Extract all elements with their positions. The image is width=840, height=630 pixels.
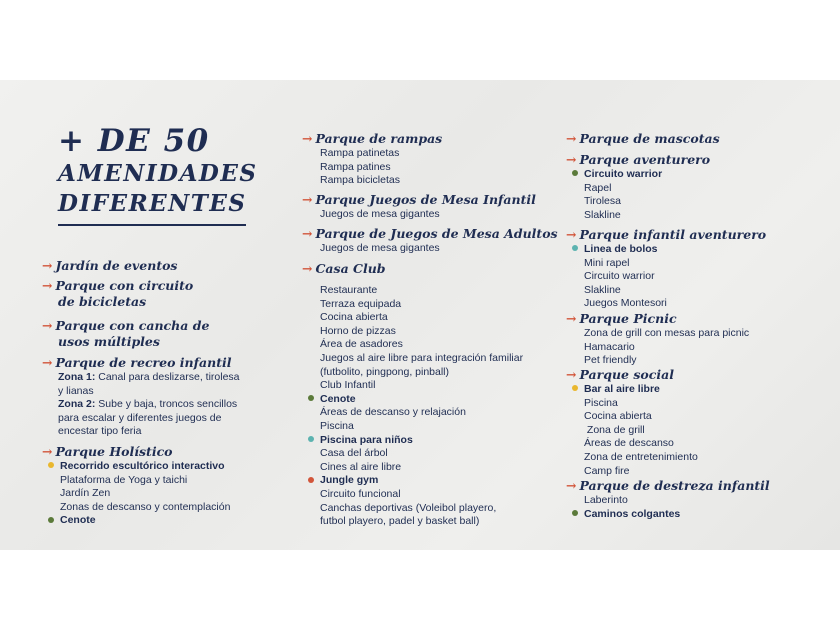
list-item: Jardín Zen (60, 487, 111, 500)
section-recreo (42, 355, 240, 439)
section-mascotas (566, 131, 720, 147)
arrow-icon: → (42, 444, 53, 459)
list-item: Restaurante (320, 284, 378, 296)
list-item: Circuito funcional (320, 487, 401, 500)
list-item: Juegos de mesa gigantes (320, 242, 440, 254)
arrow-icon: → (302, 131, 313, 146)
arrow-icon: → (302, 261, 313, 276)
zona2-text-3: encestar tipo feria (58, 425, 142, 438)
list-item: Recorrido escultórico interactivo (60, 460, 225, 472)
list-item: Juegos de mesa gigantes (320, 208, 440, 220)
list-item: Club Infantil (320, 379, 376, 392)
list-item: Bar al aire libre (584, 383, 660, 395)
heading-cancha: Parque con cancha de (55, 318, 210, 333)
list-item: Pet friendly (584, 354, 637, 367)
arrow-icon: → (566, 367, 577, 382)
section-mesa-adultos (302, 226, 558, 256)
arrow-icon: → (566, 478, 577, 493)
list-item: Laberinto (584, 494, 628, 506)
heading-aventurero: Parque aventurero (579, 152, 711, 167)
section-social (566, 367, 698, 478)
list-item: Caminos colgantes (584, 507, 681, 520)
teal-dot-icon (308, 436, 314, 442)
list-item: Canchas deportivas (Voleibol playero, (320, 501, 497, 514)
list-item: (futbolito, pingpong, pinball) (320, 365, 450, 378)
section-infantil-aventurero (566, 227, 766, 311)
list-item: Plataforma de Yoga y taichi (60, 473, 188, 486)
list-item: Slakline (584, 208, 621, 221)
heading-mascotas: Parque de mascotas (579, 131, 720, 146)
heading-bici-2: de bicicletas (58, 294, 147, 309)
list-item: Horno de pizzas (320, 324, 396, 337)
list-item: Cocina abierta (584, 410, 652, 423)
heading-casa-club: Casa Club (315, 261, 386, 276)
heading-mesa-adultos: Parque de Juegos de Mesa Adultos (315, 226, 558, 241)
section-aventurero (566, 152, 710, 222)
section-bici (42, 278, 193, 310)
list-item: Piscina (320, 419, 354, 432)
title-line-3: DIFERENTES (58, 190, 247, 217)
list-item: Áreas de descanso y relajación (320, 406, 466, 419)
teal-dot-icon (572, 245, 578, 251)
list-item: Juegos al aire libre para integración familiar (320, 351, 524, 364)
list-item: Casa del árbol (320, 447, 388, 460)
arrow-icon: → (566, 131, 577, 146)
list-item: futbol playero, padel y basket ball) (320, 515, 480, 528)
section-destreza (566, 478, 770, 521)
heading-holistico: Parque Holístico (55, 444, 173, 459)
list-item: Cenote (60, 514, 96, 527)
heading-mesa-infantil: Parque Juegos de Mesa Infantil (315, 192, 536, 207)
green-dot-icon (572, 510, 578, 516)
list-item: Rampa patines (320, 160, 391, 173)
list-item: Áreas de descanso (584, 437, 674, 450)
arrow-icon: → (42, 318, 53, 333)
list-item: Zona de entretenimiento (584, 450, 698, 463)
yellow-dot-icon (48, 462, 54, 468)
list-item: Circuito warrior (584, 270, 655, 283)
list-item: Jungle gym (320, 474, 379, 487)
arrow-icon: → (42, 278, 53, 293)
heading-bici: Parque con circuito (55, 278, 194, 293)
section-jardin (42, 258, 177, 274)
arrow-icon: → (42, 258, 53, 273)
arrow-icon: → (302, 226, 313, 241)
list-item: Mini rapel (584, 256, 630, 269)
list-item: Área de asadores (320, 338, 403, 351)
zona1-text-2: y lianas (58, 384, 94, 397)
heading-destreza: Parque de destreza infantil (579, 478, 770, 493)
arrow-icon: → (42, 355, 53, 370)
list-item: Zona de grill (584, 423, 645, 436)
arrow-icon: → (302, 192, 313, 207)
list-item: Rampa patinetas (320, 147, 400, 159)
section-rampas (302, 131, 442, 188)
list-item: Piscina para niños (320, 433, 413, 446)
section-cancha (42, 318, 209, 350)
list-item: Linea de bolos (584, 243, 658, 255)
list-item: Cines al aire libre (320, 460, 402, 473)
section-holistico (42, 444, 230, 528)
list-item: Circuito warrior (584, 168, 663, 180)
list-item: Terraza equipada (320, 297, 402, 310)
title-line-1: + DE 50 (58, 123, 210, 159)
list-item: Camp fire (584, 464, 630, 477)
list-item: Piscina (584, 396, 618, 409)
list-item: Zonas de descanso y contemplación (60, 500, 231, 513)
zona1-label: Zona 1: (58, 371, 96, 383)
heading-cancha-2: usos múltiples (58, 334, 160, 349)
green-dot-icon (48, 517, 54, 523)
list-item: Slakline (584, 283, 621, 296)
list-item: Cenote (320, 392, 356, 405)
section-casa-club (302, 261, 523, 529)
page-title (58, 123, 258, 226)
heading-picnic: Parque Picnic (579, 311, 677, 326)
arrow-icon: → (566, 311, 577, 326)
zona2-text-2: para escalar y diferentes juegos de (58, 411, 222, 424)
yellow-dot-icon (572, 385, 578, 391)
list-item: Rampa bicicletas (320, 174, 400, 187)
heading-jardin: Jardín de eventos (55, 258, 178, 273)
amenities-panel (0, 80, 840, 550)
red-dot-icon (308, 477, 314, 483)
list-item: Hamacario (584, 340, 635, 353)
arrow-icon: → (566, 152, 577, 167)
green-dot-icon (572, 170, 578, 176)
title-line-2: AMENIDADES (58, 160, 258, 187)
heading-recreo: Parque de recreo infantil (55, 355, 232, 370)
list-item: Tirolesa (584, 195, 621, 208)
section-mesa-infantil (302, 192, 536, 222)
green-dot-icon (308, 395, 314, 401)
list-item: Juegos Montesori (584, 297, 667, 310)
title-underline (58, 224, 246, 226)
zona2-label: Zona 2: (58, 398, 96, 411)
section-picnic (566, 311, 749, 368)
zona1-text: Canal para deslizarse, tirolesa (95, 371, 240, 383)
heading-rampas: Parque de rampas (315, 131, 443, 146)
heading-infantil-aventurero: Parque infantil aventurero (579, 227, 767, 242)
arrow-icon: → (566, 227, 577, 242)
zona2-text: Sube y baja, troncos sencillos (95, 398, 238, 411)
list-item: Rapel (584, 181, 612, 194)
heading-social: Parque social (579, 367, 674, 382)
list-item: Cocina abierta (320, 311, 388, 324)
list-item: Zona de grill con mesas para picnic (584, 327, 750, 339)
